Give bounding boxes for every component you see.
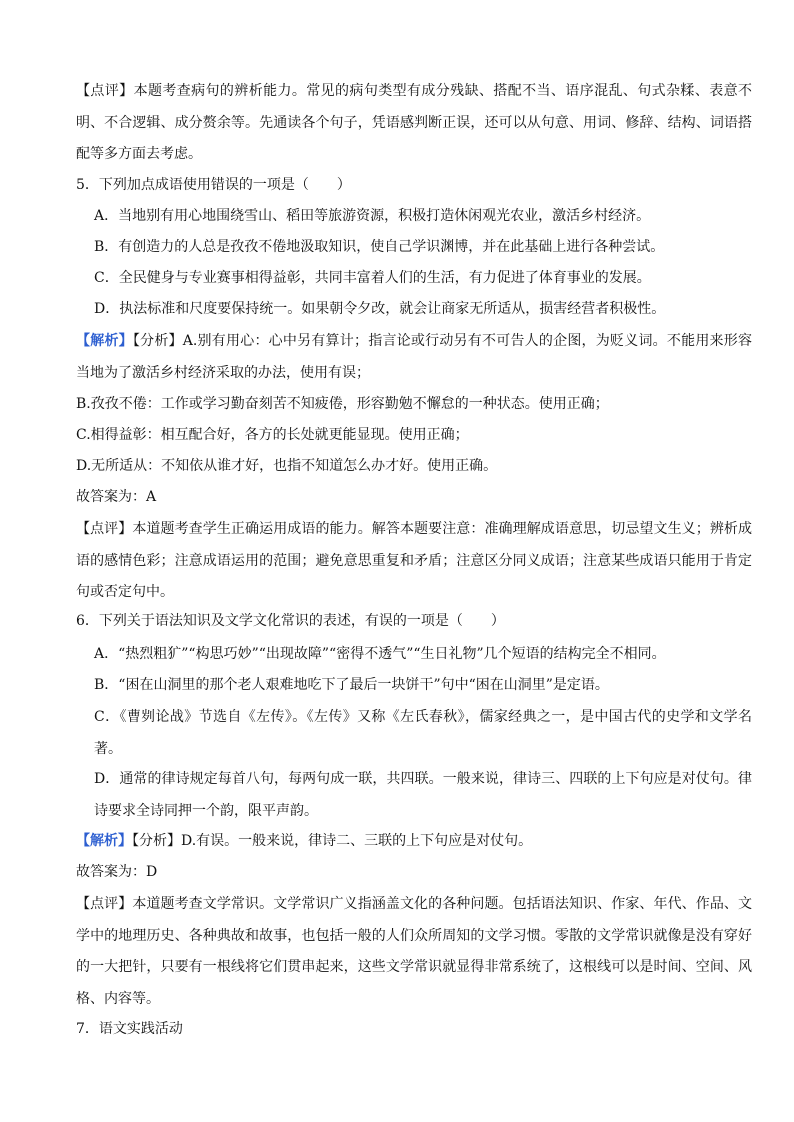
answer-6: 故答案为：D: [76, 864, 158, 880]
analysis-5-c: C.相得益彰：相互配合好，各方的长处就更能显现。使用正确；: [76, 427, 469, 443]
answer-5: 故答案为：A: [76, 489, 157, 505]
question-5-option-a: A．当地别有用心地围绕雪山、稻田等旅游资源，积极打造休闲观光农业，激活乡村经济。: [94, 208, 651, 224]
analysis-6: [76, 826, 752, 858]
analysis-tag: 【解析】: [76, 333, 133, 349]
comment-6: 【点评】本道题考查文学常识。文学常识广义指涵盖文化的各种问题。包括语法知识、作家、年代、作品、文学中的地理历史、各种典故和故事，也包括一般的人们众所周知的文学习惯。零散的文学常识就像是没有穿好的一大把针，只要有一根线将它们贯串起来，这些文学常识就显得非常系统了，这根线可以是时间、空间、风格、内容等。: [76, 896, 752, 1007]
question-6-option-a: A．“热烈粗犷”“构思巧妙”“出现故障”“密得不透气”“生日礼物”几个短语的结构完全不相同。: [94, 646, 666, 662]
question-6-option-d: D．通常的律诗规定每首八句，每两句成一联，共四联。一般来说，律诗三、四联的上下句应是对仗句。律诗要求全诗同押一个韵，限平声韵。: [94, 771, 752, 819]
analysis-5: [76, 326, 752, 389]
question-7-stem: 7．语文实践活动: [76, 1021, 183, 1037]
analysis-5-b: B.孜孜不倦：工作或学习勤奋刻苦不知疲倦，形容勤勉不懈怠的一种状态。使用正确；: [76, 396, 609, 412]
analysis-5-d: D.无所适从：不知依从谁才好，也指不知道怎么办才好。使用正确。: [76, 458, 498, 474]
analysis-5-text: 【分析】A.别有用心：心中另有算计；指言论或行动另有不可告人的企图，为贬义词。不能用来形容当地为了激活乡村经济采取的办法，使用有误；: [76, 333, 752, 381]
question-5-option-b: B．有创造力的人总是孜孜不倦地汲取知识，使自己学识渊博，并在此基础上进行各种尝试。: [94, 239, 665, 255]
analysis-tag: 【解析】: [76, 833, 132, 849]
question-5-option-d: D．执法标准和尺度要保持统一。如果朝令夕改，就会让商家无所适从，损害经营者积极性。: [94, 301, 666, 317]
analysis-6-text: 【分析】D.有误。一般来说，律诗二、三联的上下句应是对仗句。: [132, 833, 533, 849]
question-6-stem: 6．下列关于语法知识及文学文化常识的表述，有误的一项是（ ）: [76, 613, 505, 629]
question-6-option-b: B．“困在山洞里的那个老人艰难地吃下了最后一块饼干”句中“困在山洞里”是定语。: [94, 677, 609, 693]
comment-5: 【点评】本道题考查学生正确运用成语的能力。解答本题要注意：准确理解成语意思，切忌望文生义；辨析成语的感情色彩；注意成语运用的范围；避免意思重复和矛盾；注意区分同义成语；注意某些成语只能用于肯定句或否定句中。: [76, 521, 752, 600]
question-5-stem: 5．下列加点成语使用错误的一项是（ ）: [76, 177, 351, 193]
question-5-option-c: C．全民健身与专业赛事相得益彰，共同丰富着人们的生活，有力促进了体育事业的发展。: [94, 270, 651, 286]
comment-paragraph-4: 【点评】本题考查病句的辨析能力。常见的病句类型有成分残缺、搭配不当、语序混乱、句式杂糅、表意不明、不合逻辑、成分赘余等。先通读各个句子，凭语感判断正误，还可以从句意、用词、修辞、结构、词语搭配等多方面去考虑。: [76, 83, 752, 162]
question-6-option-c: C．《曹刿论战》节选自《左传》。《左传》又称《左氏春秋》，儒家经典之一，是中国古代的史学和文学名著。: [94, 709, 752, 757]
